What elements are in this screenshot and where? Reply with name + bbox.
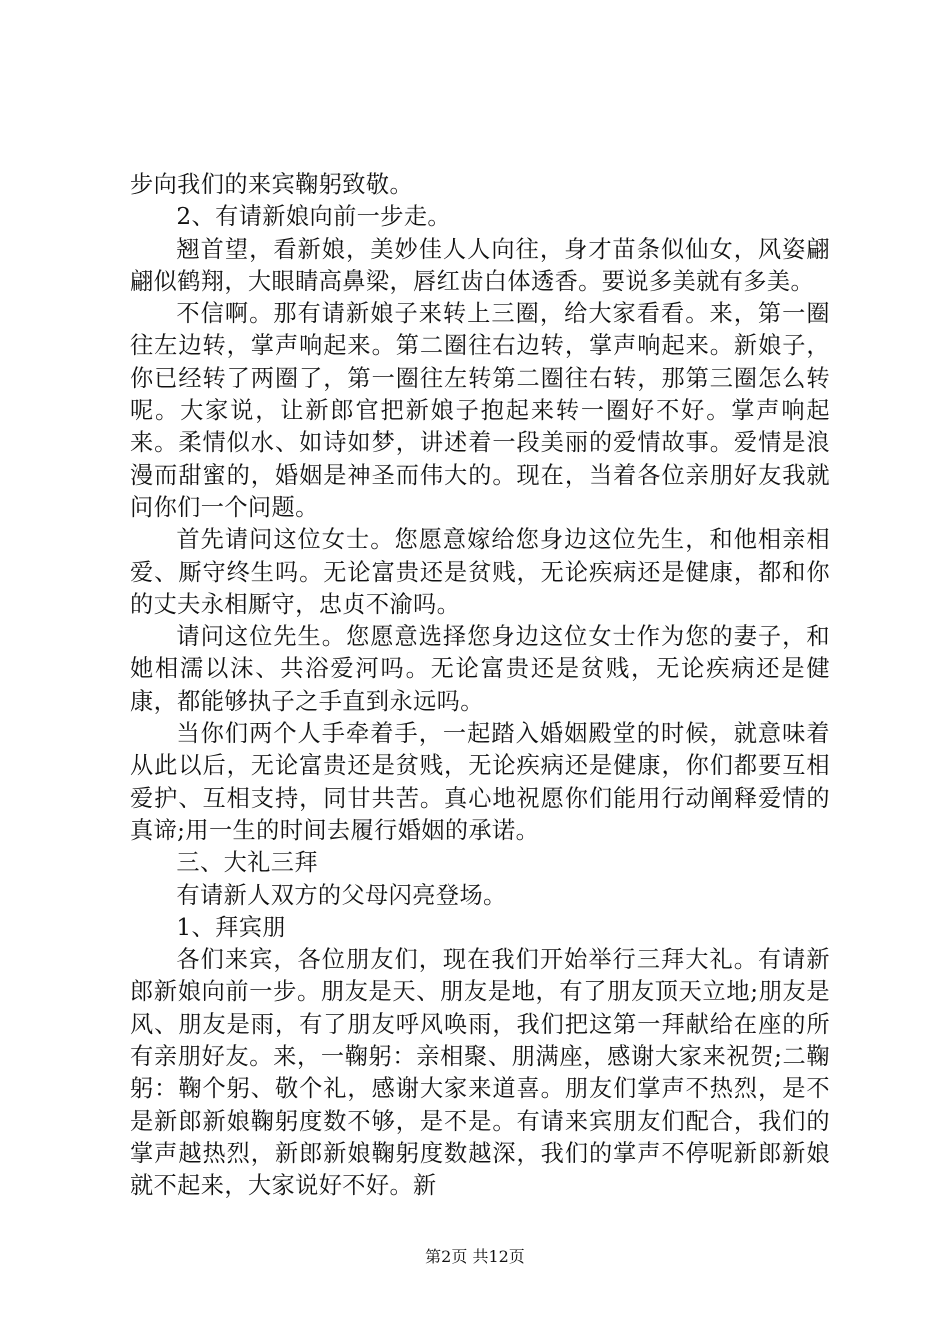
section-heading-three-bows: 三、大礼三拜	[176, 849, 318, 877]
paragraph-parents: 有请新人双方的父母闪亮登场。	[176, 881, 507, 909]
paragraph-bride-step: 2、有请新娘向前一步走。	[176, 203, 452, 231]
paragraph-continuation: 步向我们的来宾鞠躬致敬。	[130, 171, 414, 198]
subheading-bow-guests: 1、拜宾朋	[176, 913, 286, 941]
paragraph-blessing: 当你们两个人手牵着手，一起踏入婚姻殿堂的时候，就意味着从此以后，无论富贵还是贫贱，无论疾病还是健康，你们都要互相爱护、互相支持，同甘共苦。真心地祝愿你们能用行动阐释爱情的真谛;用一生的时间去履行婚姻的承诺。	[130, 720, 830, 844]
paragraph-three-turns: 不信啊。那有请新娘子来转上三圈，给大家看看。来，第一圈往左边转，掌声响起来。第二圈往右边转，掌声响起来。新娘子，你已经转了两圈了，第一圈往左转第二圈往右转，那第三圈怎么转呢。大家说，让新郎官把新娘子抱起来转一圈好不好。掌声响起来。柔情似水、如诗如梦，讲述着一段美丽的爱情故事。爱情是浪漫而甜蜜的，婚姻是神圣而伟大的。现在，当着各位亲朋好友我就问你们一个问题。	[130, 300, 830, 521]
page-number-footer: 第2页 共12页	[425, 1247, 525, 1266]
paragraph-ask-bride: 首先请问这位女士。您愿意嫁给您身边这位先生，和他相亲相爱、厮守终生吗。无论富贵还是贫贱，无论疾病还是健康，都和你的丈夫永相厮守，忠贞不渝吗。	[130, 526, 830, 618]
paragraph-bride-praise: 翘首望，看新娘，美妙佳人人向往，身才苗条似仙女，风姿翩翩似鹤翔，大眼睛高鼻梁，唇红齿白体透香。要说多美就有多美。	[130, 235, 830, 295]
document-body	[130, 169, 830, 1203]
paragraph-ask-groom: 请问这位先生。您愿意选择您身边这位女士作为您的妻子，和她相濡以沫、共浴爱河吗。无论富贵还是贫贱，无论疾病还是健康，都能够执子之手直到永远吗。	[130, 623, 830, 715]
paragraph-bow-guests: 各们来宾，各位朋友们，现在我们开始举行三拜大礼。有请新郎新娘向前一步。朋友是天、朋友是地，有了朋友顶天立地;朋友是风、朋友是雨，有了朋友呼风唤雨，我们把这第一拜献给在座的所有亲朋好友。来，一鞠躬：亲相聚、朋满座，感谢大家来祝贺;二鞠躬：鞠个躬、敬个礼，感谢大家来道喜。朋友们掌声不热烈，是不是新郎新娘鞠躬度数不够，是不是。有请来宾朋友们配合，我们的掌声越热烈，新郎新娘鞠躬度数越深，我们的掌声不停呢新郎新娘就不起来，大家说好不好。新	[130, 946, 830, 1200]
